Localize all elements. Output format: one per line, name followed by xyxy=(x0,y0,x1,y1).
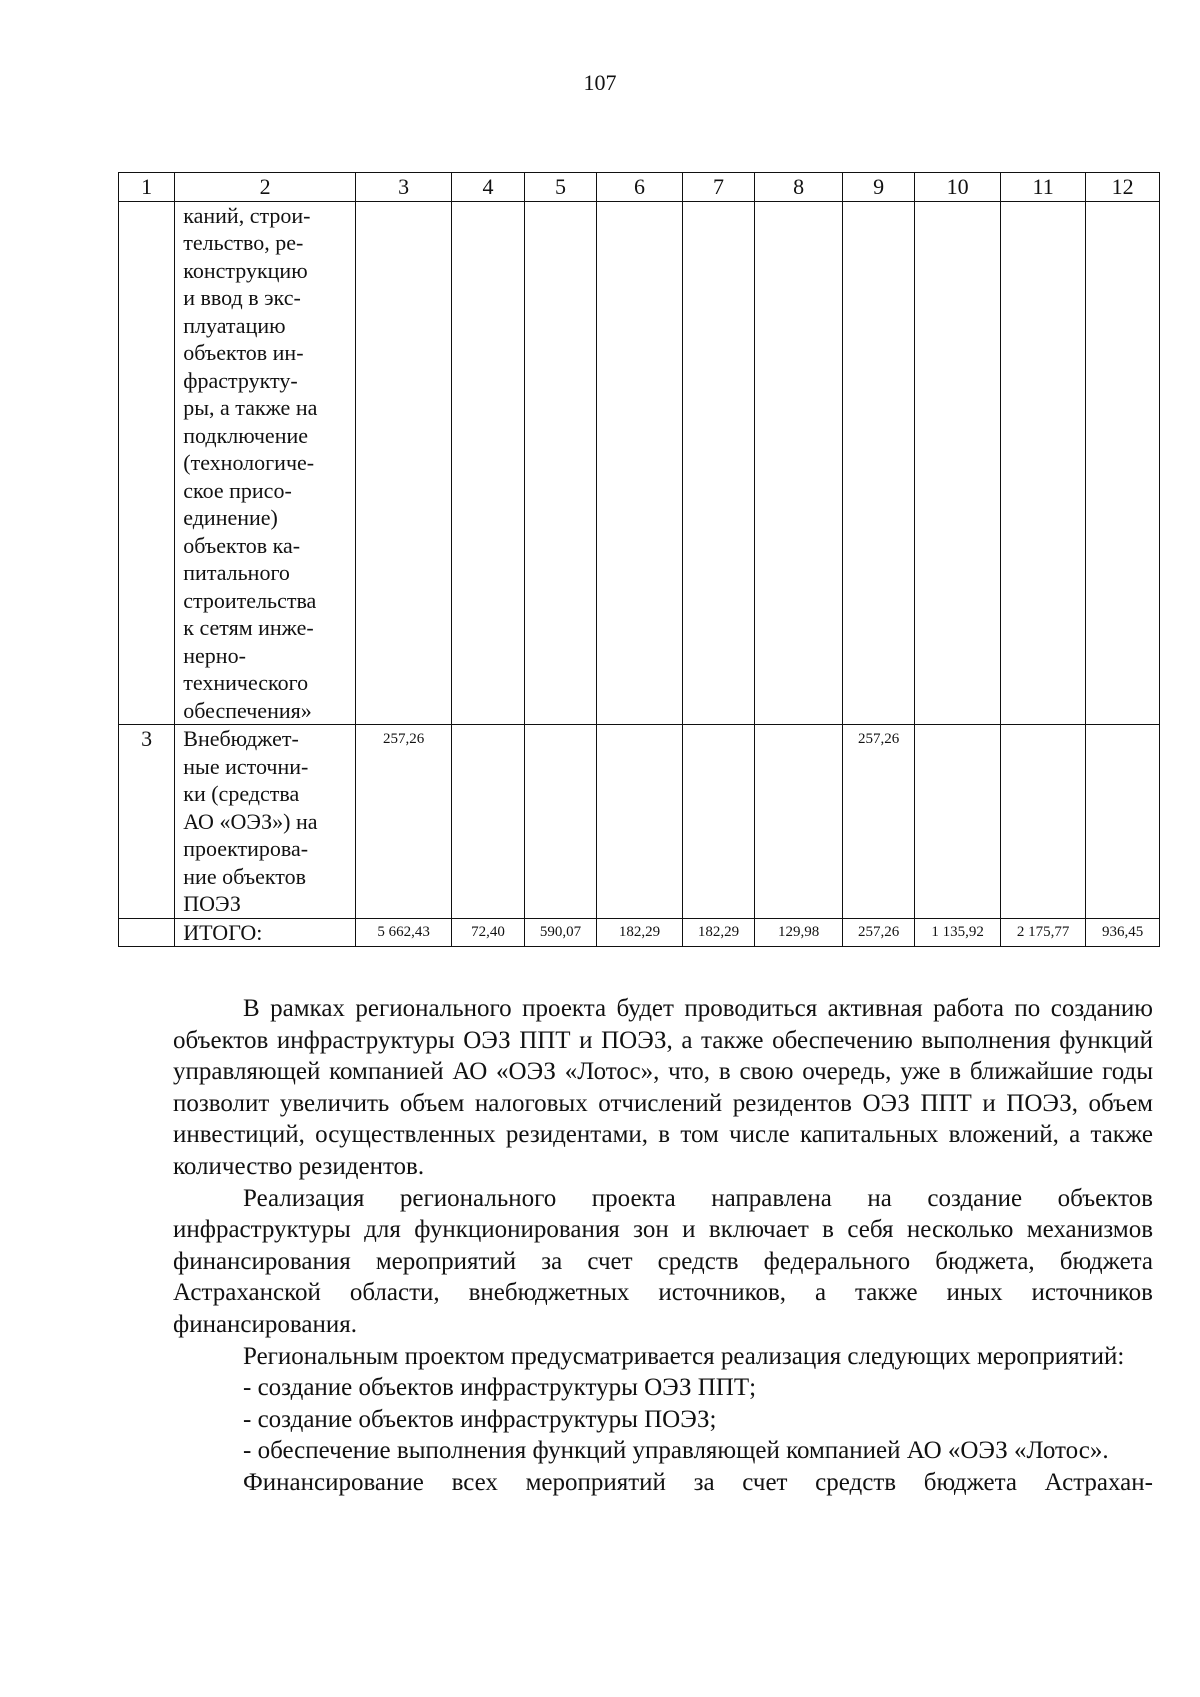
header-cell: 1 xyxy=(119,173,175,202)
value-cell xyxy=(682,201,755,725)
table-row xyxy=(119,725,1160,919)
paragraph: В рамках регионального проекта будет проводиться активная работа по созданию объектов инфраструктуры ОЭЗ ППТ и ПОЭЗ, а также обеспечению выполнения функций управляющей компанией АО «ОЭЗ «Лотос», что, в свою очередь, уже в ближайшие годы позволит увеличить объем налоговых отчислений резидентов ОЭЗ ППТ и ПОЭЗ, объем инвестиций, осуществленных резидентами, в том числе капитальных вложений, а также количество резидентов. xyxy=(173,995,1153,1180)
value-cell xyxy=(755,201,843,725)
total-label: ИТОГО: xyxy=(175,918,356,947)
paragraph: Региональным проектом предусматривается реализация следующих мероприятий: xyxy=(243,1342,1125,1370)
total-value-cell: 257,26 xyxy=(842,918,915,947)
row-description: Внебюджет- ные источни- ки (средства АО «ОЭЗ») на проектирова- ние объектов ПОЭЗ xyxy=(175,725,356,919)
total-value-cell: 1 135,92 xyxy=(915,918,1000,947)
total-value-cell: 936,45 xyxy=(1086,918,1160,947)
table-total-row xyxy=(119,918,1160,947)
value-cell: 257,26 xyxy=(842,725,915,919)
header-cell: 4 xyxy=(452,173,525,202)
total-value-cell: 182,29 xyxy=(682,918,755,947)
header-cell: 7 xyxy=(682,173,755,202)
header-cell: 6 xyxy=(597,173,682,202)
header-cell: 2 xyxy=(175,173,356,202)
value-cell xyxy=(452,725,525,919)
header-cell: 5 xyxy=(524,173,597,202)
page-number: 107 xyxy=(583,70,617,95)
value-cell xyxy=(452,201,525,725)
table-header-row xyxy=(119,173,1160,202)
header-cell: 3 xyxy=(355,173,451,202)
list-item: - обеспечение выполнения функций управляющей компанией АО «ОЭЗ «Лотос». xyxy=(243,1437,1109,1465)
header-cell: 12 xyxy=(1086,173,1160,202)
total-value-cell: 2 175,77 xyxy=(1000,918,1085,947)
value-cell xyxy=(1086,201,1160,725)
row-number: 3 xyxy=(119,725,175,919)
total-value-cell: 590,07 xyxy=(524,918,597,947)
header-cell: 9 xyxy=(842,173,915,202)
list-item: - создание объектов инфраструктуры ПОЭЗ; xyxy=(243,1405,717,1433)
list-item: - создание объектов инфраструктуры ОЭЗ ППТ; xyxy=(243,1374,757,1402)
total-value-cell: 72,40 xyxy=(452,918,525,947)
paragraph: Финансирование всех мероприятий за счет средств бюджета Астрахан- xyxy=(243,1468,1153,1496)
value-cell xyxy=(915,201,1000,725)
value-cell xyxy=(915,725,1000,919)
value-cell xyxy=(355,201,451,725)
value-cell xyxy=(755,725,843,919)
value-cell xyxy=(1000,201,1085,725)
value-cell xyxy=(597,201,682,725)
total-value-cell: 5 662,43 xyxy=(355,918,451,947)
value-cell xyxy=(597,725,682,919)
row-description: каний, строи- тельство, ре- конструкцию и ввод в экс- плуатацию объектов ин- фраструкту- ры, а также на подключение (технологиче- ское присо- единение) объектов ка- питального строительства к сетям инже- нерно- технического обеспечения» xyxy=(175,201,356,725)
value-cell xyxy=(524,201,597,725)
row-number xyxy=(119,918,175,947)
total-value-cell: 129,98 xyxy=(755,918,843,947)
value-cell xyxy=(682,725,755,919)
value-cell: 257,26 xyxy=(355,725,451,919)
header-cell: 10 xyxy=(915,173,1000,202)
value-cell xyxy=(524,725,597,919)
body-text xyxy=(173,993,1153,1499)
paragraph: Реализация регионального проекта направлена на создание объектов инфраструктуры для функционирования зон и включает в себя несколько механизмов финансирования мероприятий за счет средств федерального бюджета, бюджета Астраханской области, внебюджетных источников, а также иных источников финансирования. xyxy=(173,1184,1153,1338)
row-number xyxy=(119,201,175,725)
total-value-cell: 182,29 xyxy=(597,918,682,947)
value-cell xyxy=(842,201,915,725)
value-cell xyxy=(1086,725,1160,919)
header-cell: 8 xyxy=(755,173,843,202)
financing-table xyxy=(118,172,1160,947)
value-cell xyxy=(1000,725,1085,919)
header-cell: 11 xyxy=(1000,173,1085,202)
table-row xyxy=(119,201,1160,725)
